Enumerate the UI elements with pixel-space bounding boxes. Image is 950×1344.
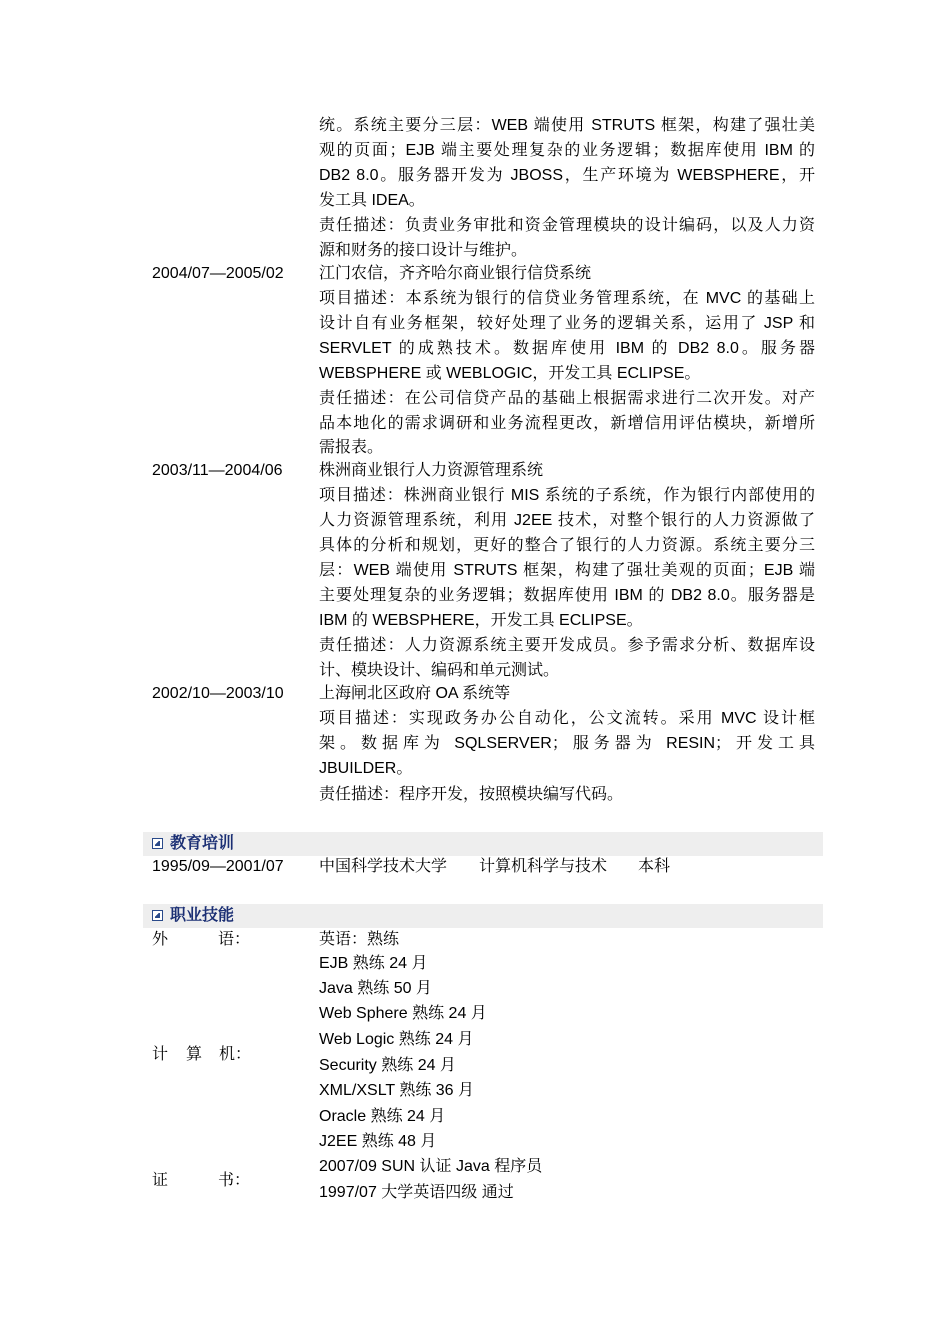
project-text-line: 需报表。: [319, 439, 384, 456]
computer-skill-item: Security 熟练 24 月: [319, 1057, 456, 1074]
education-period: 1995/09—2001/07: [152, 858, 284, 875]
project-text-line: 统。系统主要分三层：WEB 端使用 STRUTS 框架，构建了强壮美: [319, 117, 815, 134]
resume-page: 统。系统主要分三层：WEB 端使用 STRUTS 框架，构建了强壮美 观的页面；EJB 端主要处理复杂的业务逻辑；数据库使用 IBM 的 DB2 8.0。服务器开发为 JBOSS，生产环境为 WEBSPHERE，开 发工具 IDEA。 责任描述：负责业务审批和资金管理模块的设计编码，以及人力资 源和财务的接口设计与维护。 2004/07—2005/02 江门农信，齐齐哈尔商业银行信贷系统 项目描述：本系统为银行的信贷业务管理系统，在 MVC 的基础上 设计自有业务框架，较好处理了业务的逻辑关系，运用了 JSP 和 SERVLET 的成熟技术。数据库使用 IBM 的 DB2 8.0。服务器 WEBSPHERE 或 WEBLOGIC，开发工具 ECLIPSE。 责任描述：在公司信贷产品的基础上根据需求进行二次开发。对产 品本地化的需求调研和业务流程更改，新增信用评估模块，新增所 需报表。 2003/11—2004/06 株洲商业银行人力资源管理系统 项目描述：株洲商业银行 MIS 系统的子系统，作为银行内部使用的 人力资源管理系统，利用 J2EE 技术，对整个银行的人力资源做了 具体的分析和规划，更好的整合了银行的人力资源。系统主要分三 层：WEB 端使用 STRUTS 框架，构建了强壮美观的页面；EJB 端 主要处理复杂的业务逻辑；数据库使用 IBM 的 DB2 8.0。服务器是 IBM 的 WEBSPHERE，开发工具 ECLIPSE。 责任描述：人力资源系统主要开发成员。参予需求分析、数据库设 计、模块设计、编码和单元测试。 2002/10—2003/10 上海闸北区政府 OA 系统等 项目描述：实现政务办公自动化，公文流转。采用 MVC 设计框 架。数据库为 SQLSERVER；服务器为 RESIN；开发工具 JBUILDER。 责任描述：程序开发，按照模块编写代码。 教育培训 1995/09—2001/07 中国科学技术大学 计算机科学与技术 本科 职业技能 外 语： 英语：熟练 EJB 熟练 24 月 Java 熟练 50 月 Web Sphere 熟练 24 月 Web Logic 熟练 24 月 计 算 机： Security 熟练 24 月 XML/XSLT 熟练 36 月 Oracle 熟练 24 月 J2EE 熟练 48 月 2007/09 SUN 认证 Java 程序员 证 书： 1997/07 大学英语四级 通过: [0, 0, 950, 1344]
project-text-line: 人力资源管理系统，利用 J2EE 技术，对整个银行的人力资源做了: [319, 512, 815, 529]
certificate-item: 1997/07 大学英语四级 通过: [319, 1184, 514, 1201]
section-bullet-icon: [152, 910, 163, 921]
education-section-header: [143, 832, 823, 856]
project-text-line: 计、模块设计、编码和单元测试。: [319, 662, 560, 679]
project-name: 上海闸北区政府 OA 系统等: [319, 685, 511, 702]
project-name: 江门农信，齐齐哈尔商业银行信贷系统: [319, 265, 592, 282]
project-text-line: DB2 8.0。服务器开发为 JBOSS，生产环境为 WEBSPHERE，开: [319, 167, 815, 184]
project-text-line: 责任描述：在公司信贷产品的基础上根据需求进行二次开发。对产: [319, 390, 815, 407]
education-major: 计算机科学与技术: [479, 858, 608, 875]
project-period: 2004/07—2005/02: [152, 265, 284, 282]
computer-skill-item: XML/XSLT 熟练 36 月: [319, 1082, 475, 1099]
computer-skill-item: Java 熟练 50 月: [319, 980, 432, 997]
project-text-line: 具体的分析和规划，更好的整合了银行的人力资源。系统主要分三: [319, 537, 815, 554]
education-degree: 本科: [638, 858, 671, 875]
section-title: 教育培训: [170, 835, 235, 852]
education-school: 中国科学技术大学: [319, 858, 448, 875]
computer-skill-item: J2EE 熟练 48 月: [319, 1133, 437, 1150]
section-title: 职业技能: [170, 907, 235, 924]
skills-section-header: [143, 904, 823, 928]
project-text-line: 发工具 IDEA。: [319, 192, 425, 209]
project-text-line: IBM 的 WEBSPHERE，开发工具 ECLIPSE。: [319, 612, 643, 629]
project-text-line: SERVLET 的成熟技术。数据库使用 IBM 的 DB2 8.0。服务器: [319, 340, 815, 357]
project-text-line: 架。数据库为 SQLSERVER；服务器为 RESIN；开发工具: [319, 735, 815, 752]
project-text-line: 主要处理复杂的业务逻辑；数据库使用 IBM 的 DB2 8.0。服务器是: [319, 587, 815, 604]
project-text-line: 观的页面；EJB 端主要处理复杂的业务逻辑；数据库使用 IBM 的: [319, 142, 815, 159]
project-period: 2003/11—2004/06: [152, 462, 283, 479]
computer-skill-item: Web Logic 熟练 24 月: [319, 1031, 474, 1048]
project-text-line: 源和财务的接口设计与维护。: [319, 242, 528, 259]
project-text-line: 设计自有业务框架，较好处理了业务的逻辑关系，运用了 JSP 和: [319, 315, 815, 332]
project-period: 2002/10—2003/10: [152, 685, 284, 702]
section-bullet-icon: [152, 838, 163, 849]
project-text-line: 项目描述：实现政务办公自动化，公文流转。采用 MVC 设计框: [319, 710, 815, 727]
project-text-line: WEBSPHERE 或 WEBLOGIC，开发工具 ECLIPSE。: [319, 365, 701, 382]
computer-skill-item: EJB 熟练 24 月: [319, 955, 428, 972]
project-text-line: 项目描述：本系统为银行的信贷业务管理系统，在 MVC 的基础上: [319, 290, 815, 307]
computer-skill-item: Oracle 熟练 24 月: [319, 1108, 446, 1125]
foreign-language-value: 英语：熟练: [319, 931, 400, 948]
project-name: 株洲商业银行人力资源管理系统: [319, 462, 544, 479]
certificate-item: 2007/09 SUN 认证 Java 程序员: [319, 1158, 543, 1175]
project-text-line: 层：WEB 端使用 STRUTS 框架，构建了强壮美观的页面；EJB 端: [319, 562, 815, 579]
project-text-line: 品本地化的需求调研和业务流程更改，新增信用评估模块，新增所: [319, 415, 815, 432]
project-text-line: 责任描述：负责业务审批和资金管理模块的设计编码，以及人力资: [319, 217, 815, 234]
project-text-line: JBUILDER。: [319, 760, 413, 777]
computer-skill-item: Web Sphere 熟练 24 月: [319, 1005, 487, 1022]
project-text-line: 责任描述：人力资源系统主要开发成员。参予需求分析、数据库设: [319, 637, 815, 654]
project-text-line: 责任描述：程序开发，按照模块编写代码。: [319, 786, 624, 803]
project-text-line: 项目描述：株洲商业银行 MIS 系统的子系统，作为银行内部使用的: [319, 487, 815, 504]
